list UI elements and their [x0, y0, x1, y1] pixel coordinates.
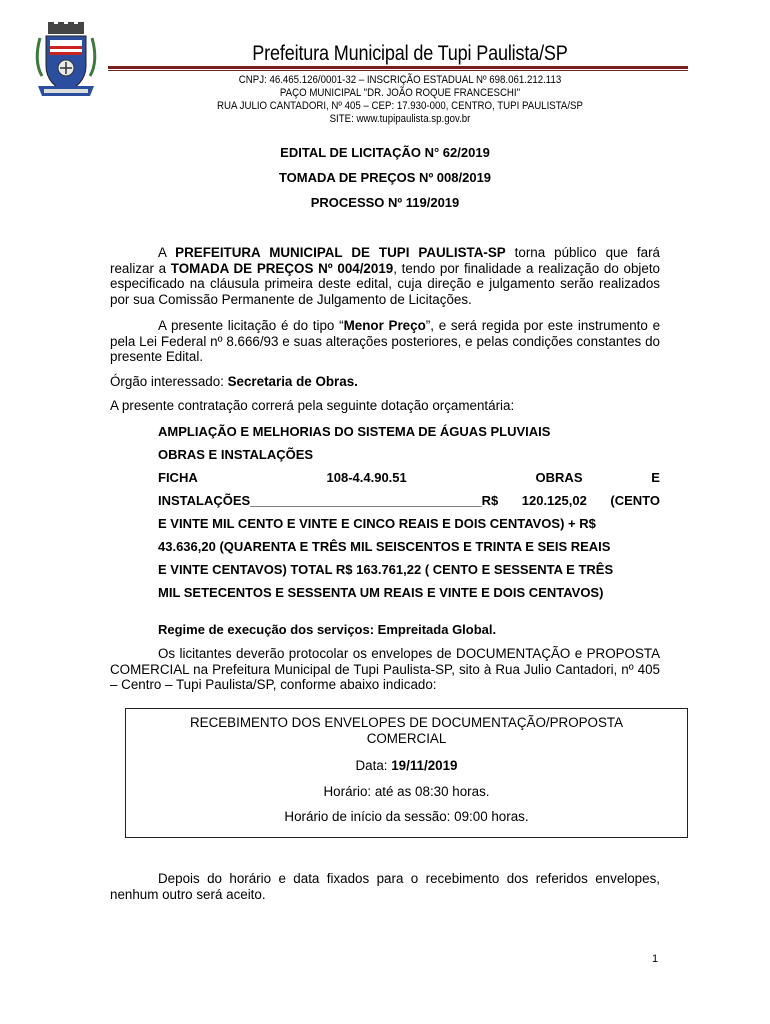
- ficha-obras: OBRAS: [535, 470, 583, 485]
- box-data: Data: 19/11/2019: [355, 758, 458, 773]
- header-rule-thin: [108, 70, 688, 71]
- box-title-line2: COMERCIAL: [366, 731, 447, 746]
- paragraph-intro: A PREFEITURA MUNICIPAL DE TUPI PAULISTA-SP torna público que fará realizar a TOMADA DE PREÇOS Nº 004/2019, tendo por finalidade a realização do objeto especificado na cláusula primeira deste edital, cuja direção e julgamento serão realizados por sua Comissão Permanente de Julgamento de Licitações.: [110, 245, 661, 307]
- dotacao-line: MIL SETECENTOS E SESSENTA UM REAIS E VINTE E DOIS CENTAVOS): [158, 585, 604, 600]
- header-cnpj: CNPJ: 46.465.126/0001-32 – INSCRIÇÃO ESTADUAL Nº 698.061.212.113: [238, 74, 562, 86]
- instalacoes-value: 120.125,02: [521, 493, 587, 508]
- dotacao-block: [158, 424, 660, 608]
- dotacao-line: 43.636,20 (QUARENTA E TRÊS MIL SEISCENTOS E TRINTA E SEIS REAIS: [158, 539, 611, 554]
- box-title-line1: RECEBIMENTO DOS ENVELOPES DE DOCUMENTAÇÃO/PROPOSTA: [189, 715, 624, 730]
- dotacao-line: OBRAS E INSTALAÇÕES: [158, 447, 314, 462]
- dotacao-intro: A presente contratação correrá pela seguinte dotação orçamentária:: [110, 398, 515, 413]
- box-horario: Horário: até as 08:30 horas.: [323, 784, 490, 799]
- heading-processo: PROCESSO Nº 119/2019: [310, 195, 460, 210]
- box-inicio: Horário de início da sessão: 09:00 horas.: [284, 809, 529, 824]
- recebimento-box: [125, 708, 688, 838]
- instalacoes-cento: (CENTO: [610, 493, 660, 508]
- heading-tomada: TOMADA DE PREÇOS Nº 008/2019: [278, 170, 492, 185]
- regime-execucao: Regime de execução dos serviços: Empreitada Global.: [158, 622, 497, 637]
- dotacao-line: AMPLIAÇÃO E MELHORIAS DO SISTEMA DE ÁGUAS PLUVIAIS: [158, 424, 551, 439]
- header-site: SITE: www.tupipaulista.sp.gov.br: [329, 113, 471, 125]
- municipal-crest-icon: [34, 22, 98, 106]
- paragraph-closing: Depois do horário e data fixados para o recebimento dos referidos envelopes, nenhum outro será aceito.: [110, 871, 660, 902]
- page-number: 1: [652, 953, 659, 965]
- dotacao-line: E VINTE CENTAVOS) TOTAL R$ 163.761,22 ( CENTO E SESSENTA E TRÊS: [158, 562, 614, 577]
- organization-title: Prefeitura Municipal de Tupi Paulista/SP: [252, 42, 568, 65]
- dotacao-line: E VINTE MIL CENTO E VINTE E CINCO REAIS E DOIS CENTAVOS) + R$: [158, 516, 596, 531]
- dotacao-ficha-row: [158, 470, 660, 493]
- header-paco: PAÇO MUNICIPAL "DR. JOÃO ROQUE FRANCESCHI": [279, 87, 521, 99]
- heading-edital: EDITAL DE LICITAÇÃO N° 62/2019: [280, 145, 490, 160]
- orgao-interessado: Órgão interessado: Secretaria de Obras.: [110, 374, 358, 389]
- paragraph-tipo: A presente licitação é do tipo “Menor Preço”, e será regida por este instrumento e pela Lei Federal nº 8.666/93 e suas alterações posteriores, e pelas condições constantes do presente Edital.: [110, 318, 661, 365]
- dotacao-instalacoes-row: [158, 493, 660, 516]
- crest-crown: [48, 22, 84, 34]
- instalacoes-label: INSTALAÇÕES________________________________R$: [158, 493, 499, 508]
- ficha-e: E: [651, 470, 660, 485]
- ficha-code: 108-4.4.90.51: [326, 470, 407, 485]
- ficha-label: FICHA: [158, 470, 198, 485]
- header-rule: [108, 66, 688, 69]
- paragraph-protocolo: Os licitantes deverão protocolar os envelopes de DOCUMENTAÇÃO e PROPOSTA COMERCIAL na Prefeitura Municipal de Tupi Paulista-SP, sito à Rua Julio Cantadori, nº 405 – Centro – Tupi Paulista/SP, conforme abaixo indicado:: [110, 646, 660, 693]
- header-address: RUA JULIO CANTADORI, Nº 405 – CEP: 17.930-000, CENTRO, TUPI PAULISTA/SP: [217, 100, 583, 112]
